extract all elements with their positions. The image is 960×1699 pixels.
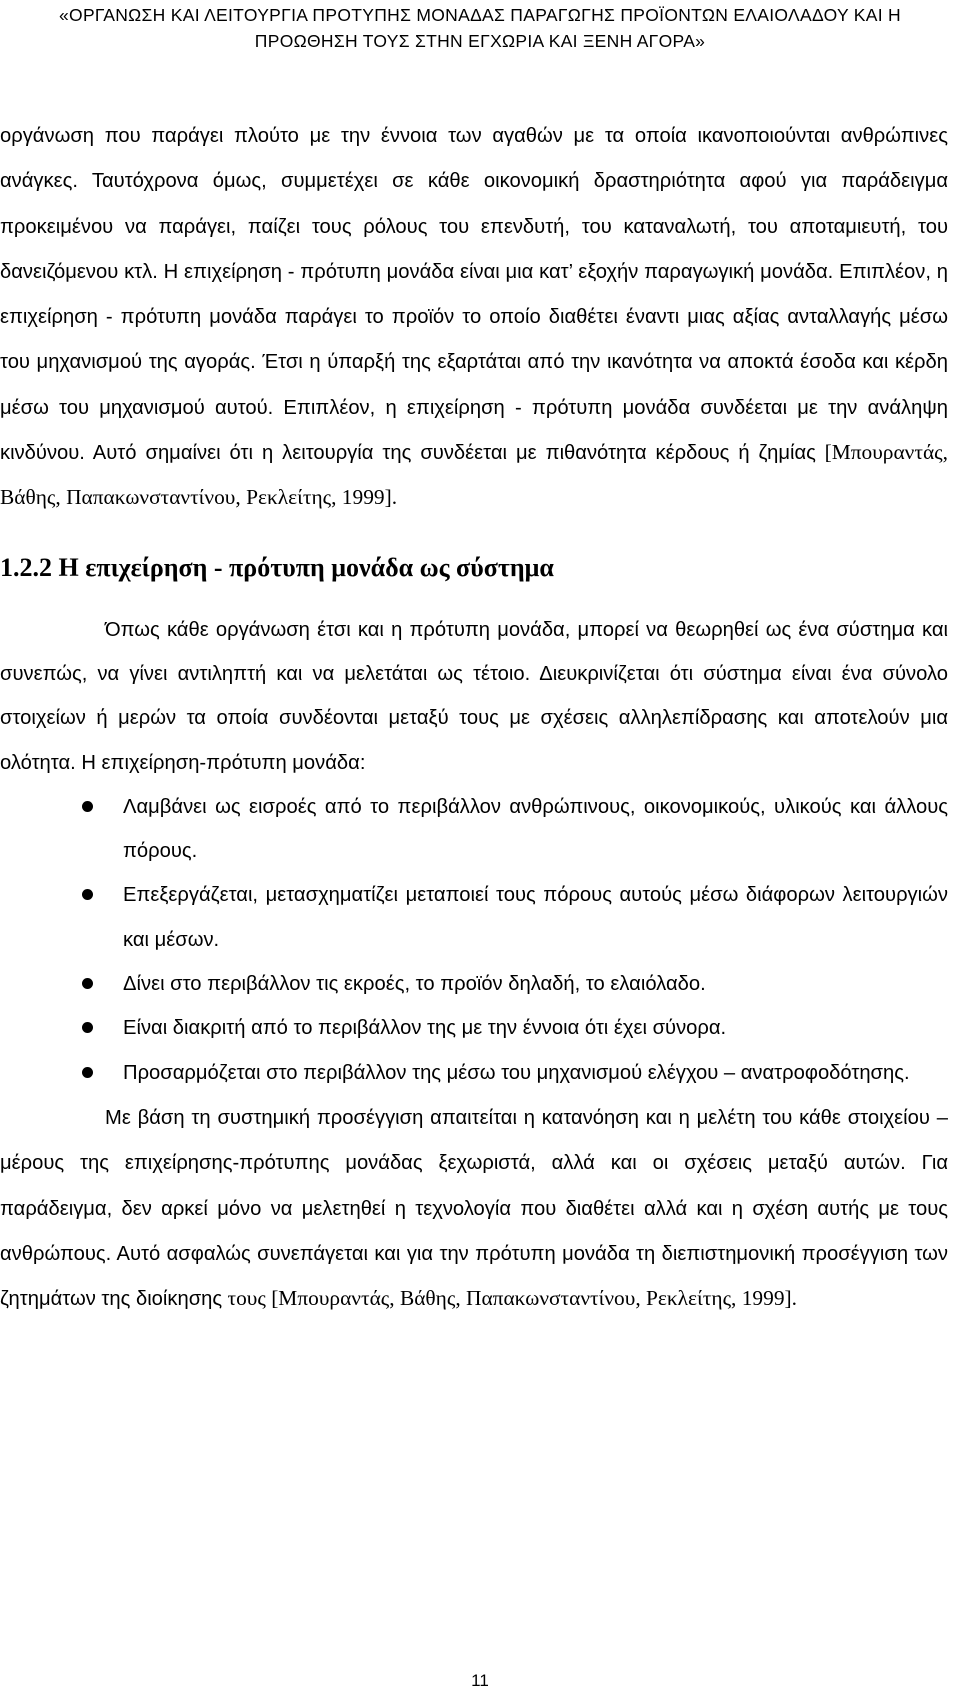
list-item-text: Προσαρμόζεται στο περιβάλλον της μέσω του μηχανισμού ελέγχου – ανατροφοδότησης. [123,1061,910,1084]
list-item-text: Επεξεργάζεται, μετασχηματίζει μεταποιεί τους πόρους αυτούς μέσω διάφορων λειτουργιών και μέσων. [123,884,948,951]
citation: τους [Μπουραντάς, Βάθης, Παπακωνσταντίνου, Ρεκλείτης, 1999]. [222,1286,797,1311]
bullet-icon [82,801,93,812]
list-item-text: Λαμβάνει ως εισροές από το περιβάλλον ανθρώπινους, οικονομικούς, υλικούς και άλλους πόρους. [123,795,948,863]
section-title: Η επιχείρηση - πρότυπη μονάδα ως σύστημα [58,552,554,582]
list-item [0,785,948,874]
bullet-icon [82,1022,93,1033]
section-heading [0,548,948,588]
list-item [0,873,948,962]
citation: [Μπουραντάς, Βάθης, Παπακωνσταντίνου, Ρεκλείτης, 1999]. [0,440,948,510]
paragraph-organization [0,113,948,520]
paragraph-systemic-approach [0,1095,948,1321]
paragraph-text: Με βάση τη συστημική προσέγγιση απαιτείται η κατανόηση και η μελέτη του κάθε στοιχείου – μέρους της επιχείρησης-πρότυπης μονάδας ξεχωριστά, αλλά και οι σχέσεις μεταξύ αυτών. Για παράδειγμα, δεν αρκεί μόνο να μελετηθεί η τεχνολογία που διαθέτει αλλά και η σχέση αυτής με τους ανθρώπους. Αυτό ασφαλώς συνεπάγεται και για την πρότυπη μονάδα τη διεπιστημονική προσέγγιση των ζητημάτων της διοίκησης [0,1106,948,1311]
bullet-icon [82,978,93,989]
header-line-2: ΠΡΟΩΘΗΣΗ ΤΟΥΣ ΣΤΗΝ ΕΓΧΩΡΙΑ ΚΑΙ ΞΕΝΗ ΑΓΟΡΑ» [254,31,706,51]
page-number: 11 [471,1671,489,1690]
list-item [0,1006,948,1050]
paragraph-system: Όπως κάθε οργάνωση έτσι και η πρότυπη μονάδα, μπορεί να θεωρηθεί ως ένα σύστημα και συνεπώς, να γίνει αντιληπτή και να μελετάται ως τέτοιο. Διευκρινίζεται ότι σύστημα είναι ένα σύνολο στοιχείων ή μερών τα οποία συνδέονται μεταξύ τους με σχέσεις αλληλεπίδρασης και αποτελούν μια ολότητα. Η επιχείρηση-πρότυπη μονάδα: [0,618,948,774]
bullet-icon [82,1067,93,1078]
paragraph-text: οργάνωση που παράγει πλούτο με την έννοια των αγαθών με τα οποία ικανοποιούνται ανθρώπινες ανάγκες. Ταυτόχρονα όμως, συμμετέχει σε κάθε οικονομική δραστηριότητα αφού για παράδειγμα προκειμένου να παράγει, παίζει τους ρόλους του επενδυτή, του καταναλωτή, του αποταμιευτή, του δανειζόμενου κτλ. Η επιχείρηση - πρότυπη μονάδα είναι μια κατ’ εξοχήν παραγωγική μονάδα. Επιπλέον, η επιχείρηση - πρότυπη μονάδα παράγει το προϊόν το οποίο διαθέτει έναντι μιας αξίας ανταλλαγής μέσω του μηχανισμού της αγοράς. Έτσι η ύπαρξή της εξαρτάται από την ικανότητα να αποκτά έσοδα και κέρδη μέσω του μηχανισμού αυτού. Επιπλέον, η επιχείρηση - πρότυπη μονάδα συνδέεται με την ανάληψη κινδύνου. Αυτό σημαίνει ότι η λειτουργία της συνδέεται με πιθανότητα κέρδους ή ζημίας [0,125,948,465]
list-item-text: Δίνει στο περιβάλλον τις εκροές, το προϊόν δηλαδή, το ελαιόλαδο. [123,973,706,996]
header-line-1: «ΟΡΓΑΝΩΣΗ ΚΑΙ ΛΕΙΤΟΥΡΓΙΑ ΠΡΟΤΥΠΗΣ ΜΟΝΑΔΑΣ ΠΑΡΑΓΩΓΗΣ ΠΡΟΪΟΝΤΩΝ ΕΛΑΙΟΛΑΔΟΥ ΚΑΙ Η [59,5,901,25]
running-header [0,2,960,54]
section-number: 1.2.2 [0,552,52,582]
document-body [0,113,948,1321]
bullet-list [0,785,948,1095]
list-item [0,1051,948,1095]
list-item [0,962,948,1006]
bullet-icon [82,889,93,900]
list-item-text: Είναι διακριτή από το περιβάλλον της με την έννοια ότι έχει σύνορα. [123,1017,727,1040]
